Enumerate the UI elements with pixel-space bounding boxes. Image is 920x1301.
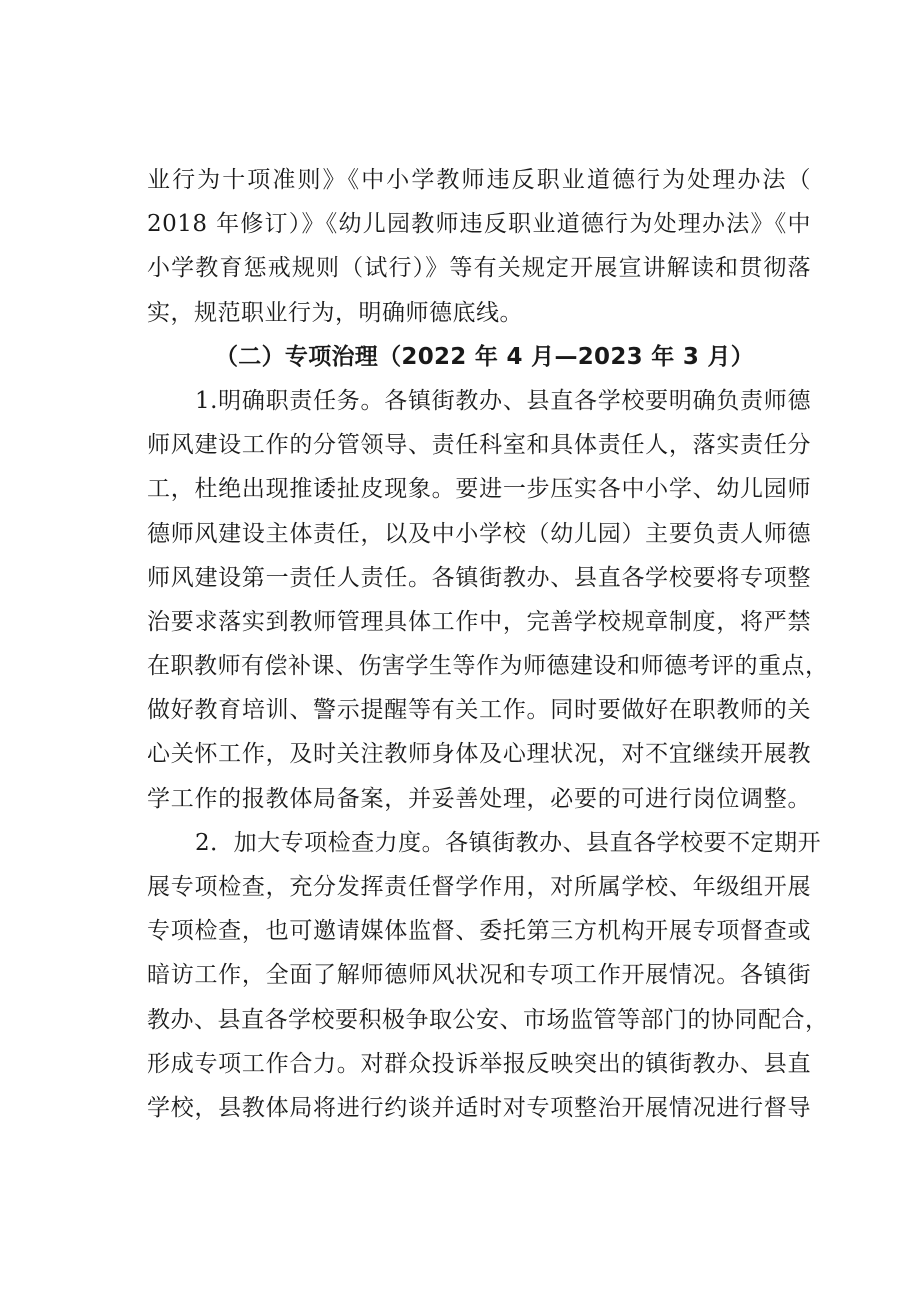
section-heading: （二）专项治理（2022 年 4 月—2023 年 3 月）	[215, 343, 755, 370]
paragraph-line: 学校，县教体局将进行约谈并适时对专项整治开展情况进行督导	[147, 1094, 811, 1121]
paragraph-line: 教办、县直各学校要积极争取公安、市场监管等部门的协同配合，	[147, 1006, 829, 1033]
paragraph-line: 学工作的报教体局备案，并妥善处理，必要的可进行岗位调整。	[147, 785, 811, 812]
paragraph-line: 在职教师有偿补课、伤害学生等作为师德建设和师德考评的重点，	[147, 653, 829, 680]
paragraph-line: 1.明确职责任务。各镇街教办、县直各学校要明确负责师德	[195, 387, 811, 414]
paragraph-line: 展专项检查，充分发挥责任督学作用，对所属学校、年级组开展	[147, 874, 811, 900]
paragraph-line: 实，规范职业行为，明确师德底线。	[147, 299, 523, 326]
paragraph-line: 形成专项工作合力。对群众投诉举报反映突出的镇街教办、县直	[147, 1050, 811, 1077]
paragraph-line: 业行为十项准则》《中小学教师违反职业道德行为处理办法（	[147, 167, 811, 193]
paragraph-line: 暗访工作，全面了解师德师风状况和专项工作开展情况。各镇街	[147, 962, 811, 989]
document-body	[147, 158, 829, 1130]
paragraph-line: 师风建设第一责任人责任。各镇街教办、县直各学校要将专项整	[147, 564, 811, 591]
paragraph-line: 心关怀工作，及时关注教师身体及心理状况，对不宜继续开展教	[147, 741, 811, 768]
paragraph-line: 2018 年修订）》《幼儿园教师违反职业道德行为处理办法》《中	[147, 211, 811, 238]
paragraph-line: 2．加大专项检查力度。各镇街教办、县直各学校要不定期开	[195, 829, 822, 856]
paragraph-line: 工，杜绝出现推诿扯皮现象。要进一步压实各中小学、幼儿园师	[147, 476, 811, 503]
paragraph-line: 师风建设工作的分管领导、责任科室和具体责任人，落实责任分	[147, 432, 811, 459]
paragraph-line: 治要求落实到教师管理具体工作中，完善学校规章制度，将严禁	[147, 608, 811, 635]
paragraph-line: 小学教育惩戒规则（试行）》等有关规定开展宣讲解读和贯彻落	[147, 255, 811, 282]
paragraph-line: 德师风建设主体责任，以及中小学校（幼儿园）主要负责人师德	[147, 520, 811, 547]
paragraph-line: 做好教育培训、警示提醒等有关工作。同时要做好在职教师的关	[147, 697, 811, 724]
paragraph-line: 专项检查，也可邀请媒体监督、委托第三方机构开展专项督查或	[147, 918, 811, 945]
